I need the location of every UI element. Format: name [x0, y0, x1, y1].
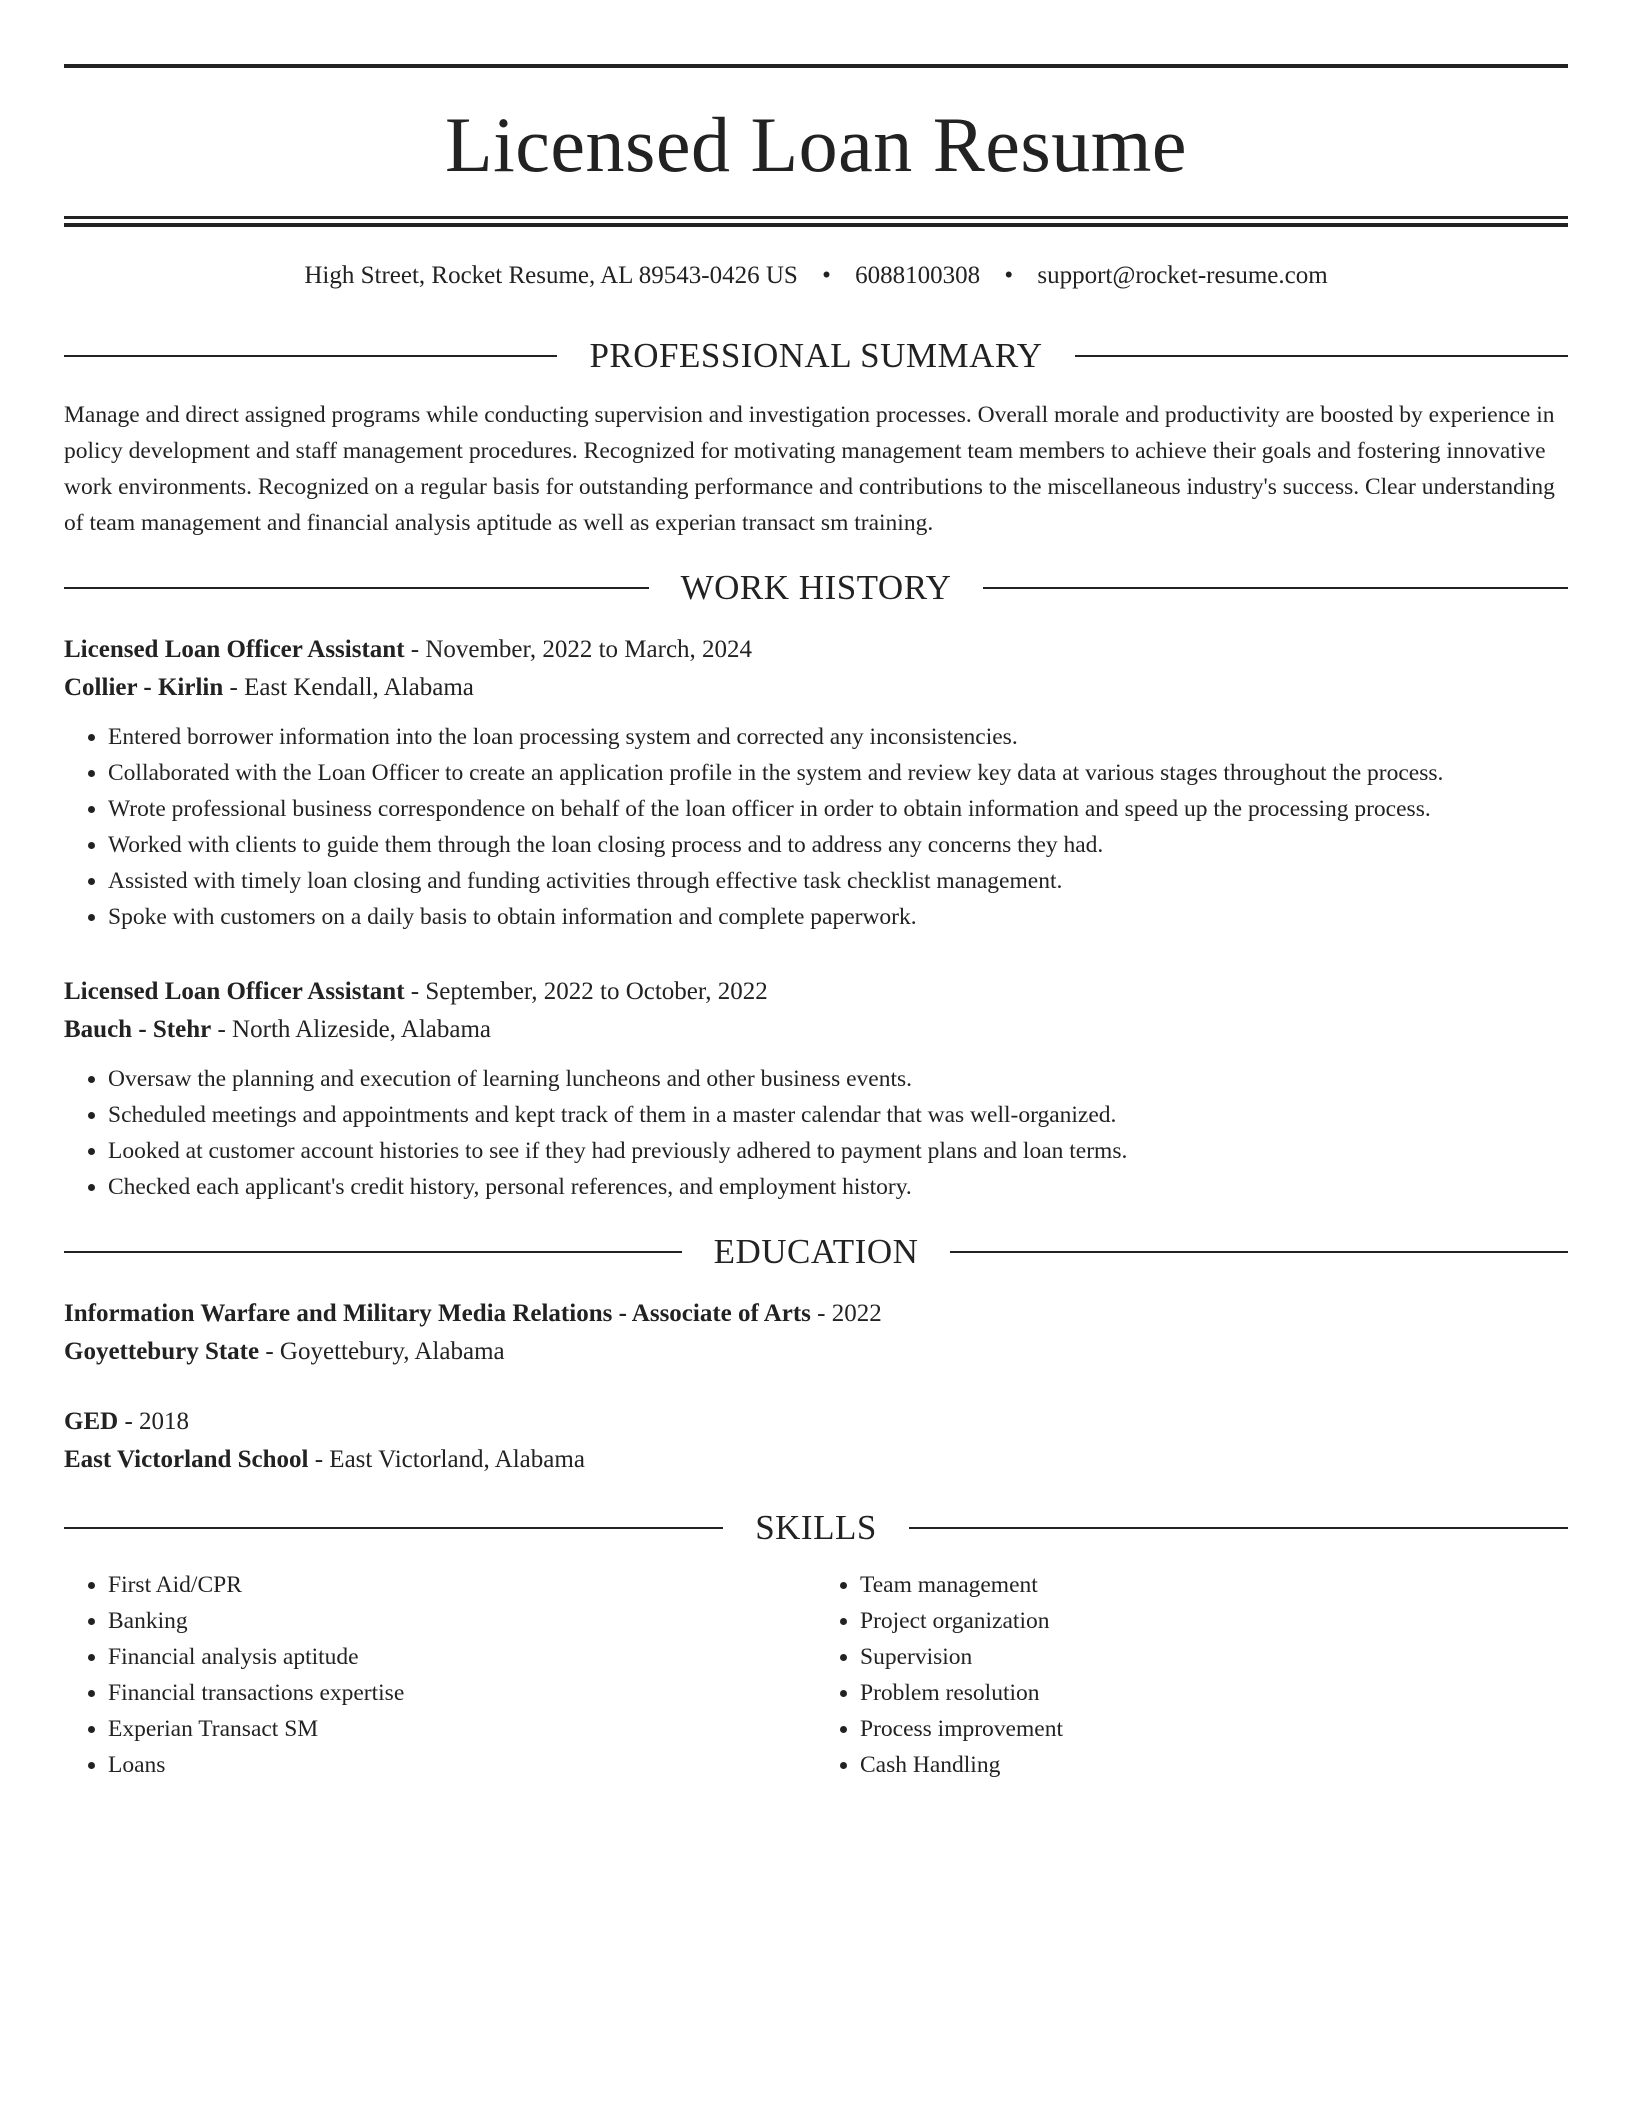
skill-item: • Banking — [108, 1603, 816, 1639]
skill-item: • First Aid/CPR — [108, 1567, 816, 1603]
job-bullet-list — [64, 1061, 1568, 1205]
heading-rule — [909, 1527, 1568, 1529]
job-company-line — [64, 1011, 1568, 1049]
skill-item: • Project organization — [860, 1603, 1568, 1639]
heading-rule — [64, 1251, 682, 1253]
job-company: Bauch - Stehr — [64, 1016, 212, 1043]
work-section-heading — [64, 563, 1568, 613]
education-school-line — [64, 1333, 1568, 1371]
job-title-line — [64, 973, 1568, 1011]
education-section-heading — [64, 1227, 1568, 1277]
job-bullet: • Wrote professional business correspondence on behalf of the loan officer in order to obtain information and speed up the processing process. — [108, 791, 1568, 827]
skill-item: • Team management — [860, 1567, 1568, 1603]
heading-rule — [950, 1251, 1568, 1253]
education-school: Goyettebury State — [64, 1338, 260, 1365]
job-dates: - September, 2022 to October, 2022 — [404, 978, 768, 1005]
summary-text: Manage and direct assigned programs while conducting supervision and investigation processes. Overall morale and productivity are boosted by experience in policy development and staff management procedures. Recognized for motivating management team members to achieve their goals and fostering innovative work environments. Recognized on a regular basis for outstanding performance and contributions to the miscellaneous industry's success. Clear understanding of team management and financial analysis aptitude as well as experian transact sm training. — [64, 402, 1555, 536]
skills-heading: SKILLS — [755, 1508, 877, 1547]
contact-phone: 6088100308 — [855, 262, 981, 289]
job-location: - North Alizeside, Alabama — [211, 1016, 492, 1043]
summary-heading: PROFESSIONAL SUMMARY — [589, 336, 1043, 375]
skill-item: • Experian Transact SM — [108, 1711, 816, 1747]
education-year: - 2018 — [118, 1408, 190, 1435]
title-double-rule — [64, 216, 1568, 227]
job-title: Licensed Loan Officer Assistant — [64, 978, 405, 1005]
skill-item: • Process improvement — [860, 1711, 1568, 1747]
contact-address: High Street, Rocket Resume, AL 89543-0426 US — [304, 262, 798, 289]
education-entry — [64, 1403, 1568, 1479]
skill-item: • Financial transactions expertise — [108, 1675, 816, 1711]
education-degree: GED — [64, 1408, 119, 1435]
top-rule — [64, 64, 1568, 68]
education-heading: EDUCATION — [713, 1232, 919, 1271]
education-location: - East Victorland, Alabama — [308, 1446, 585, 1473]
contact-line — [64, 261, 1568, 291]
job-bullet-list — [64, 719, 1568, 935]
resume-title: Licensed Loan Resume — [444, 101, 1188, 188]
education-degree: Information Warfare and Military Media Relations - Associate of Arts — [64, 1300, 811, 1327]
work-heading: WORK HISTORY — [680, 568, 952, 607]
skill-item: • Loans — [108, 1747, 816, 1783]
education-degree-line — [64, 1295, 1568, 1333]
education-school-line — [64, 1441, 1568, 1479]
job-bullet: • Worked with clients to guide them through the loan closing process and to address any concerns they had. — [108, 827, 1568, 863]
skills-section-heading — [64, 1503, 1568, 1553]
job-bullet: • Looked at customer account histories to see if they had previously adhered to payment plans and loan terms. — [108, 1133, 1568, 1169]
job-bullet: • Spoke with customers on a daily basis to obtain information and complete paperwork. — [108, 899, 1568, 935]
skills-columns — [64, 1567, 1568, 1783]
summary-section-heading — [64, 331, 1568, 381]
skills-list-left — [64, 1567, 816, 1783]
job-entry — [64, 631, 1568, 935]
job-location: - East Kendall, Alabama — [223, 674, 474, 701]
heading-rule — [983, 587, 1568, 589]
job-entry — [64, 973, 1568, 1205]
heading-rule — [64, 1527, 723, 1529]
skill-item: • Problem resolution — [860, 1675, 1568, 1711]
heading-rule — [1075, 355, 1568, 357]
contact-separator: • — [1004, 262, 1014, 289]
skill-item: • Cash Handling — [860, 1747, 1568, 1783]
skill-item: • Supervision — [860, 1639, 1568, 1675]
education-year: - 2022 — [810, 1300, 882, 1327]
job-dates: - November, 2022 to March, 2024 — [404, 636, 753, 663]
skill-item: • Financial analysis aptitude — [108, 1639, 816, 1675]
job-bullet: • Collaborated with the Loan Officer to create an application profile in the system and review key data at various stages throughout the process. — [108, 755, 1568, 791]
job-title: Licensed Loan Officer Assistant — [64, 636, 405, 663]
job-bullet: • Scheduled meetings and appointments and kept track of them in a master calendar that was well-organized. — [108, 1097, 1568, 1133]
education-location: - Goyettebury, Alabama — [259, 1338, 505, 1365]
job-bullet: • Entered borrower information into the loan processing system and corrected any inconsistencies. — [108, 719, 1568, 755]
job-bullet: • Oversaw the planning and execution of learning luncheons and other business events. — [108, 1061, 1568, 1097]
heading-rule — [64, 355, 557, 357]
education-degree-line — [64, 1403, 1568, 1441]
skills-list-right — [816, 1567, 1568, 1783]
contact-email: support@rocket-resume.com — [1037, 262, 1328, 289]
job-company-line — [64, 669, 1568, 707]
job-company: Collier - Kirlin — [64, 674, 224, 701]
contact-separator: • — [822, 262, 831, 289]
education-entry — [64, 1295, 1568, 1371]
job-title-line — [64, 631, 1568, 669]
heading-rule — [64, 587, 649, 589]
job-bullet: • Assisted with timely loan closing and funding activities through effective task checklist management. — [108, 863, 1568, 899]
education-school: East Victorland School — [64, 1446, 309, 1473]
job-bullet: • Checked each applicant's credit history, personal references, and employment history. — [108, 1169, 1568, 1205]
resume-page — [64, 64, 1568, 1783]
